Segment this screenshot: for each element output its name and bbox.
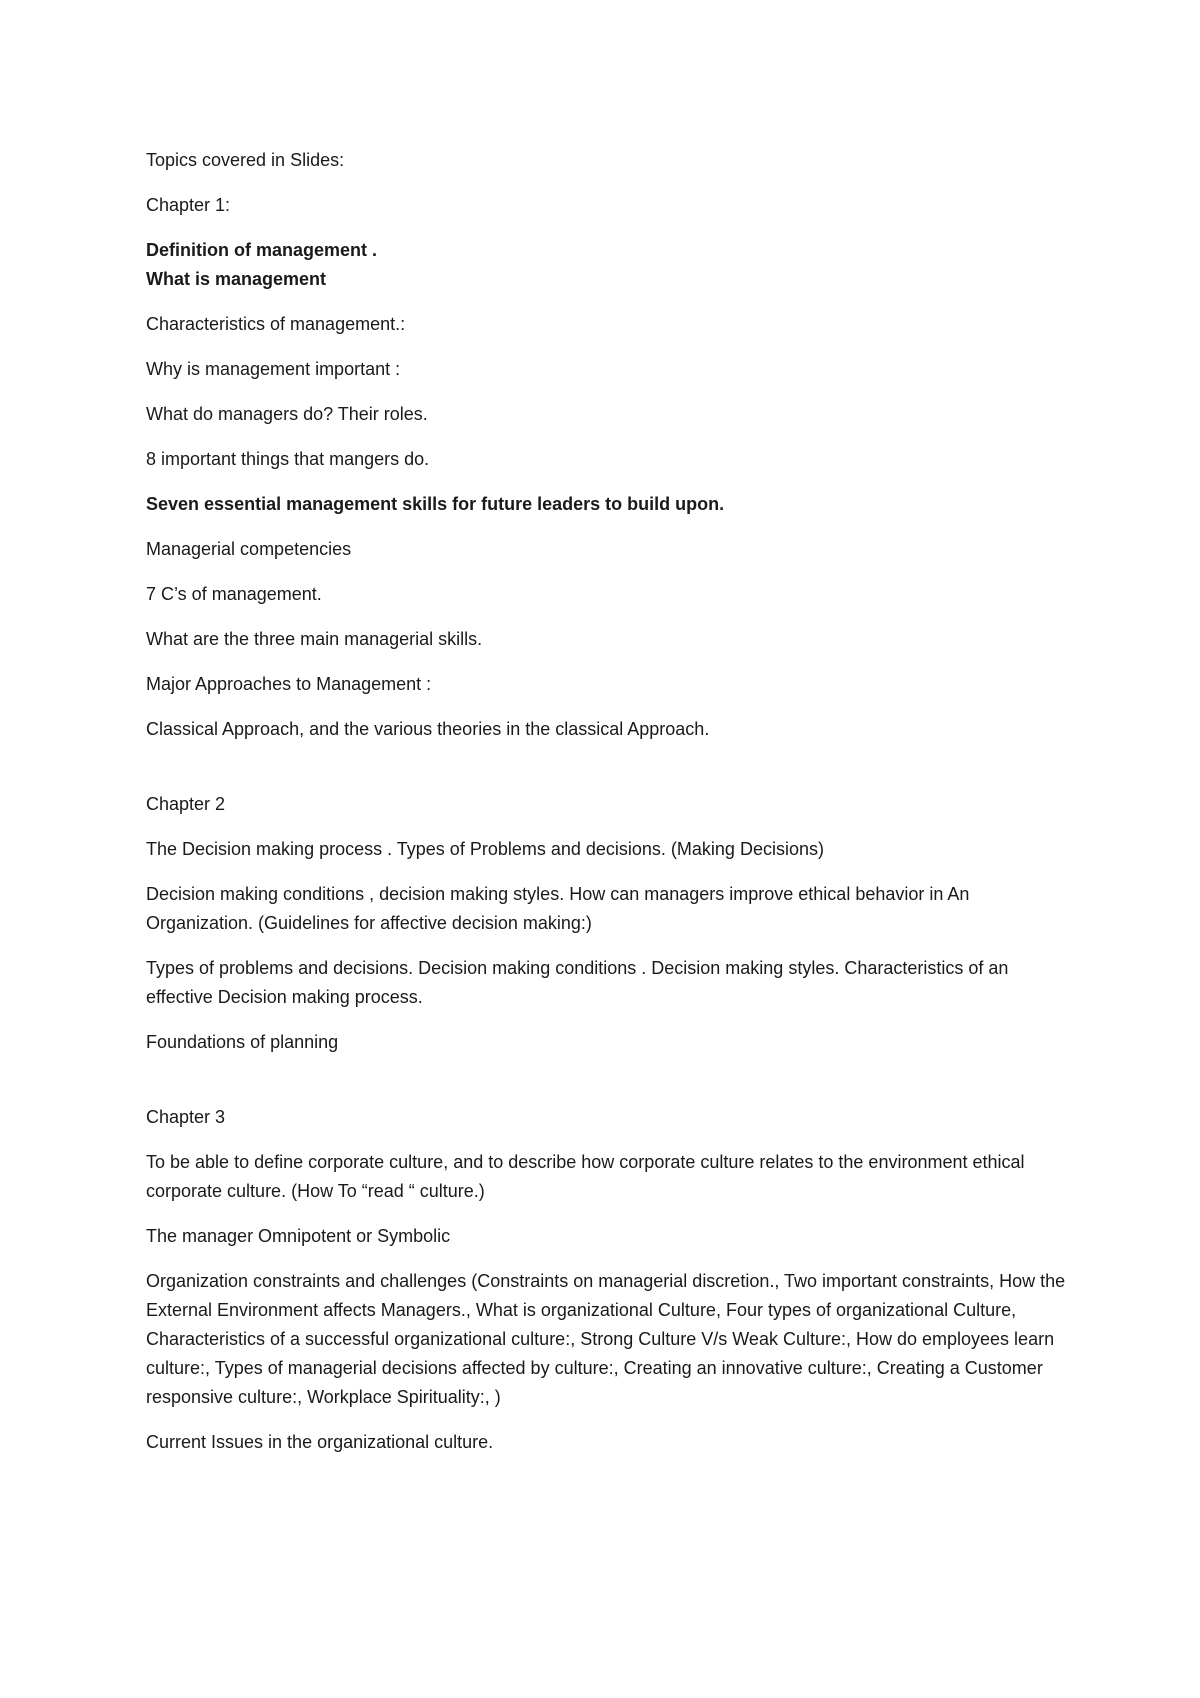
chapter-3-heading: Chapter 3 bbox=[146, 1107, 226, 1127]
topic-item: Types of problems and decisions. Decision making conditions . Decision making styles. Characteristics of an effective Decision making process. bbox=[146, 958, 1009, 1007]
topic-item: What are the three main managerial skills. bbox=[146, 629, 483, 649]
topic-item: Current Issues in the organizational culture. bbox=[146, 1432, 494, 1452]
topic-item: What do managers do? Their roles. bbox=[146, 404, 428, 424]
topic-item: 8 important things that mangers do. bbox=[146, 449, 430, 469]
topic-item: Decision making conditions , decision making styles. How can managers improve ethical behavior in An Organization. (Guidelines for affective decision making:) bbox=[146, 884, 970, 933]
topic-item: Classical Approach, and the various theories in the classical Approach. bbox=[146, 719, 710, 739]
document-title: Topics covered in Slides: bbox=[146, 150, 345, 170]
what-is-management-heading: What is management bbox=[146, 269, 327, 289]
spacer bbox=[146, 760, 1076, 790]
topic-item: To be able to define corporate culture, and to describe how corporate culture relates to the environment ethical corporate culture. (How To “read “ culture.) bbox=[146, 1152, 1025, 1201]
definition-heading: Definition of management . bbox=[146, 240, 378, 260]
spacer bbox=[146, 1073, 1076, 1103]
chapter-1-bold-block bbox=[146, 236, 1076, 294]
chapter-1-heading: Chapter 1: bbox=[146, 195, 231, 215]
topic-item: 7 C’s of management. bbox=[146, 584, 322, 604]
chapter-2-heading: Chapter 2 bbox=[146, 794, 226, 814]
topic-item: Foundations of planning bbox=[146, 1032, 339, 1052]
topic-item: The manager Omnipotent or Symbolic bbox=[146, 1226, 451, 1246]
topic-item: Why is management important : bbox=[146, 359, 401, 379]
topic-item: Major Approaches to Management : bbox=[146, 674, 432, 694]
topic-item: Characteristics of management.: bbox=[146, 314, 406, 334]
topic-item: Organization constraints and challenges (Constraints on managerial discretion., Two important constraints, How the External Environment affects Managers., What is organizational Culture, Four types of organizational Culture, Characteristics of a successful organizational culture:, Strong Culture V/s Weak Culture:, How do employees learn culture:, Types of managerial decisions affected by culture:, Creating an innovative culture:, Creating a Customer responsive culture:, Workplace Spirituality:, ) bbox=[146, 1271, 1066, 1407]
document-body bbox=[146, 146, 1076, 1473]
topic-item-bold: Seven essential management skills for future leaders to build upon. bbox=[146, 494, 725, 514]
topic-item: The Decision making process . Types of Problems and decisions. (Making Decisions) bbox=[146, 839, 824, 859]
topic-item: Managerial competencies bbox=[146, 539, 352, 559]
